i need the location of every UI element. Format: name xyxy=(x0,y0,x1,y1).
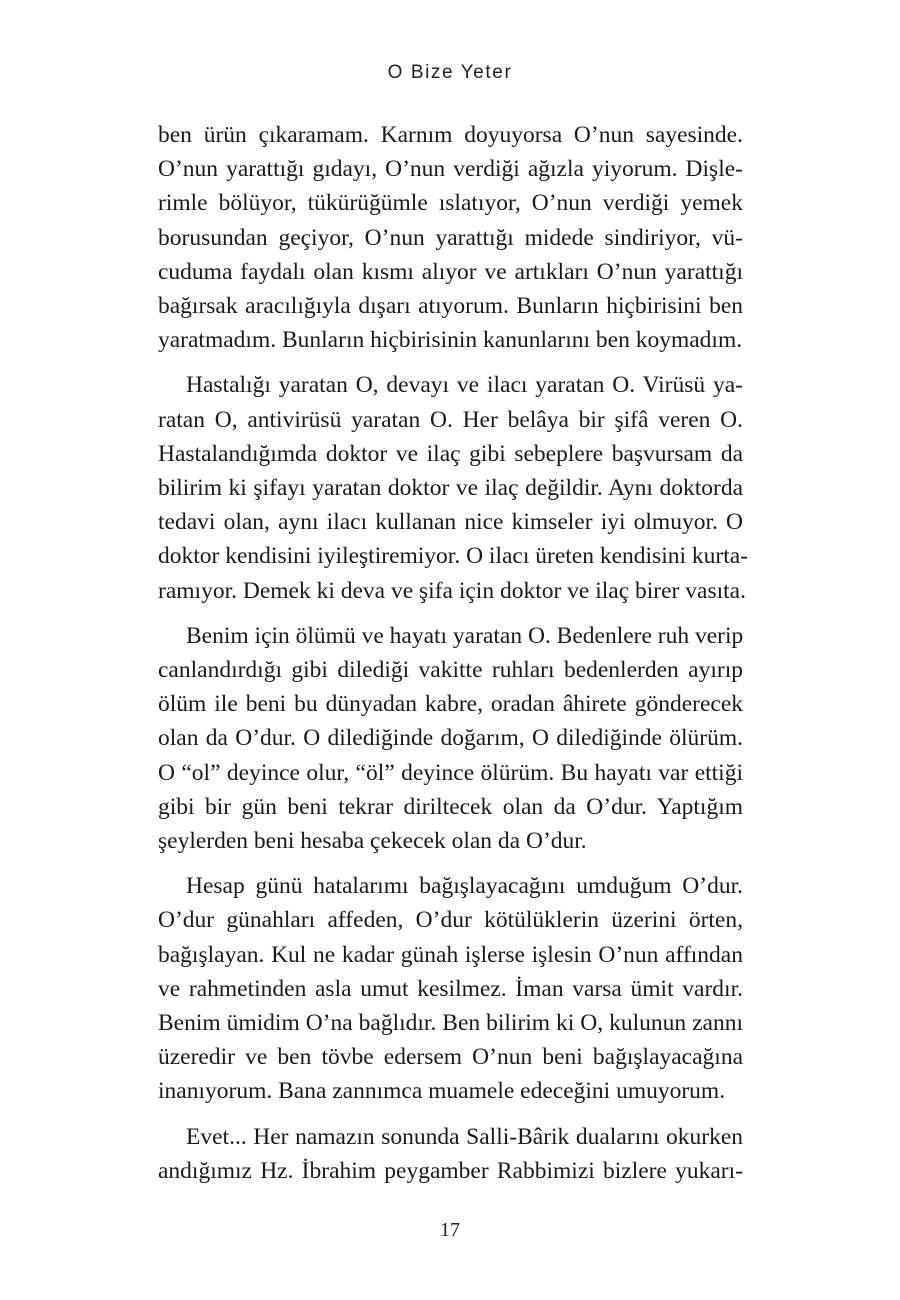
text-line: tedavi olan, aynı ilacı kullanan nice kimseler iyi olmuyor. O xyxy=(158,509,743,536)
text-line: cuduma faydalı olan kısmı alıyor ve artıkları O’nun yarattığı xyxy=(158,258,743,285)
text-line: ve rahmetinden asla umut kesilmez. İman varsa ümit vardır. xyxy=(158,975,743,1002)
text-line: olan da O’dur. O dilediğinde doğarım, O dilediğinde ölürüm. xyxy=(158,725,743,752)
paragraph-2 xyxy=(158,368,748,607)
text-line: bağışlayan. Kul ne kadar günah işlerse işlesin O’nun affından xyxy=(158,941,743,968)
text-line: gibi bir gün beni tekrar diriltecek olan da O’dur. Yaptığım xyxy=(158,793,743,820)
text-line: Hastalandığımda doktor ve ilaç gibi sebeplere başvursam da xyxy=(158,440,743,467)
paragraph-1 xyxy=(158,118,743,357)
paragraph-3 xyxy=(158,619,743,858)
text-line: ben ürün çıkaramam. Karnım doyuyorsa O’nun sayesinde. xyxy=(158,122,743,148)
text-line: O “ol” deyince olur, “öl” deyince ölürüm. Bu hayatı var ettiği xyxy=(158,759,743,786)
text-line: Hesap günü hatalarımı bağışlayacağını umduğum O’dur. xyxy=(186,873,743,900)
text-line: O’nun yarattığı gıdayı, O’nun verdiği ağızla yiyorum. Dişle- xyxy=(158,156,743,183)
page-number: 17 xyxy=(440,1219,460,1241)
text-line: bilirim ki şifayı yaratan doktor ve ilaç değildir. Aynı doktorda xyxy=(158,475,743,502)
text-line: inanıyorum. Bana zannımca muamele edeceğini umuyorum. xyxy=(158,1078,726,1105)
text-line: üzeredir ve ben tövbe edersem O’nun beni bağışlayacağına xyxy=(158,1044,743,1071)
text-line: şeylerden beni hesaba çekecek olan da O’dur. xyxy=(158,828,587,855)
text-line: ölüm ile beni bu dünyadan kabre, oradan âhirete gönderecek xyxy=(158,691,743,718)
text-line: yaratmadım. Bunların hiçbirisinin kanunlarını ben koymadım. xyxy=(158,327,743,354)
text-line: bağırsak aracılığıyla dışarı atıyorum. Bunların hiçbirisini ben xyxy=(158,293,743,320)
text-line: doktor kendisini iyileştiremiyor. O ilacı üreten kendisini kurta- xyxy=(158,543,748,570)
text-line: Benim ümidim O’na bağlıdır. Ben bilirim ki O, kulunun zannı xyxy=(158,1010,743,1037)
text-line: borusundan geçiyor, O’nun yarattığı midede sindiriyor, vü- xyxy=(158,224,743,251)
paragraph-5 xyxy=(158,1120,743,1188)
text-line: O’dur günahları affeden, O’dur kötülüklerin üzerini örten, xyxy=(158,907,743,934)
body-text xyxy=(158,118,748,1199)
text-line: ramıyor. Demek ki deva ve şifa için doktor ve ilaç birer vasıta. xyxy=(158,577,746,604)
text-line: ratan O, antivirüsü yaratan O. Her belâya bir şifâ veren O. xyxy=(158,406,743,433)
running-head-title: O Bize Yeter xyxy=(387,62,513,83)
text-line: rimle bölüyor, tükürüğümle ıslatıyor, O’nun verdiği yemek xyxy=(158,190,743,217)
text-line: Benim için ölümü ve hayatı yaratan O. Bedenlere ruh verip xyxy=(186,622,744,649)
text-line: andığımız Hz. İbrahim peygamber Rabbimizi bizlere yukarı- xyxy=(158,1157,743,1184)
text-line: Evet... Her namazın sonunda Salli-Bârik dualarını okurken xyxy=(186,1123,743,1150)
text-line: Hastalığı yaratan O, devayı ve ilacı yaratan O. Virüsü ya- xyxy=(186,372,743,399)
paragraph-4 xyxy=(158,869,743,1108)
text-line: canlandırdığı gibi dilediği vakitte ruhları bedenlerden ayırıp xyxy=(158,657,743,684)
